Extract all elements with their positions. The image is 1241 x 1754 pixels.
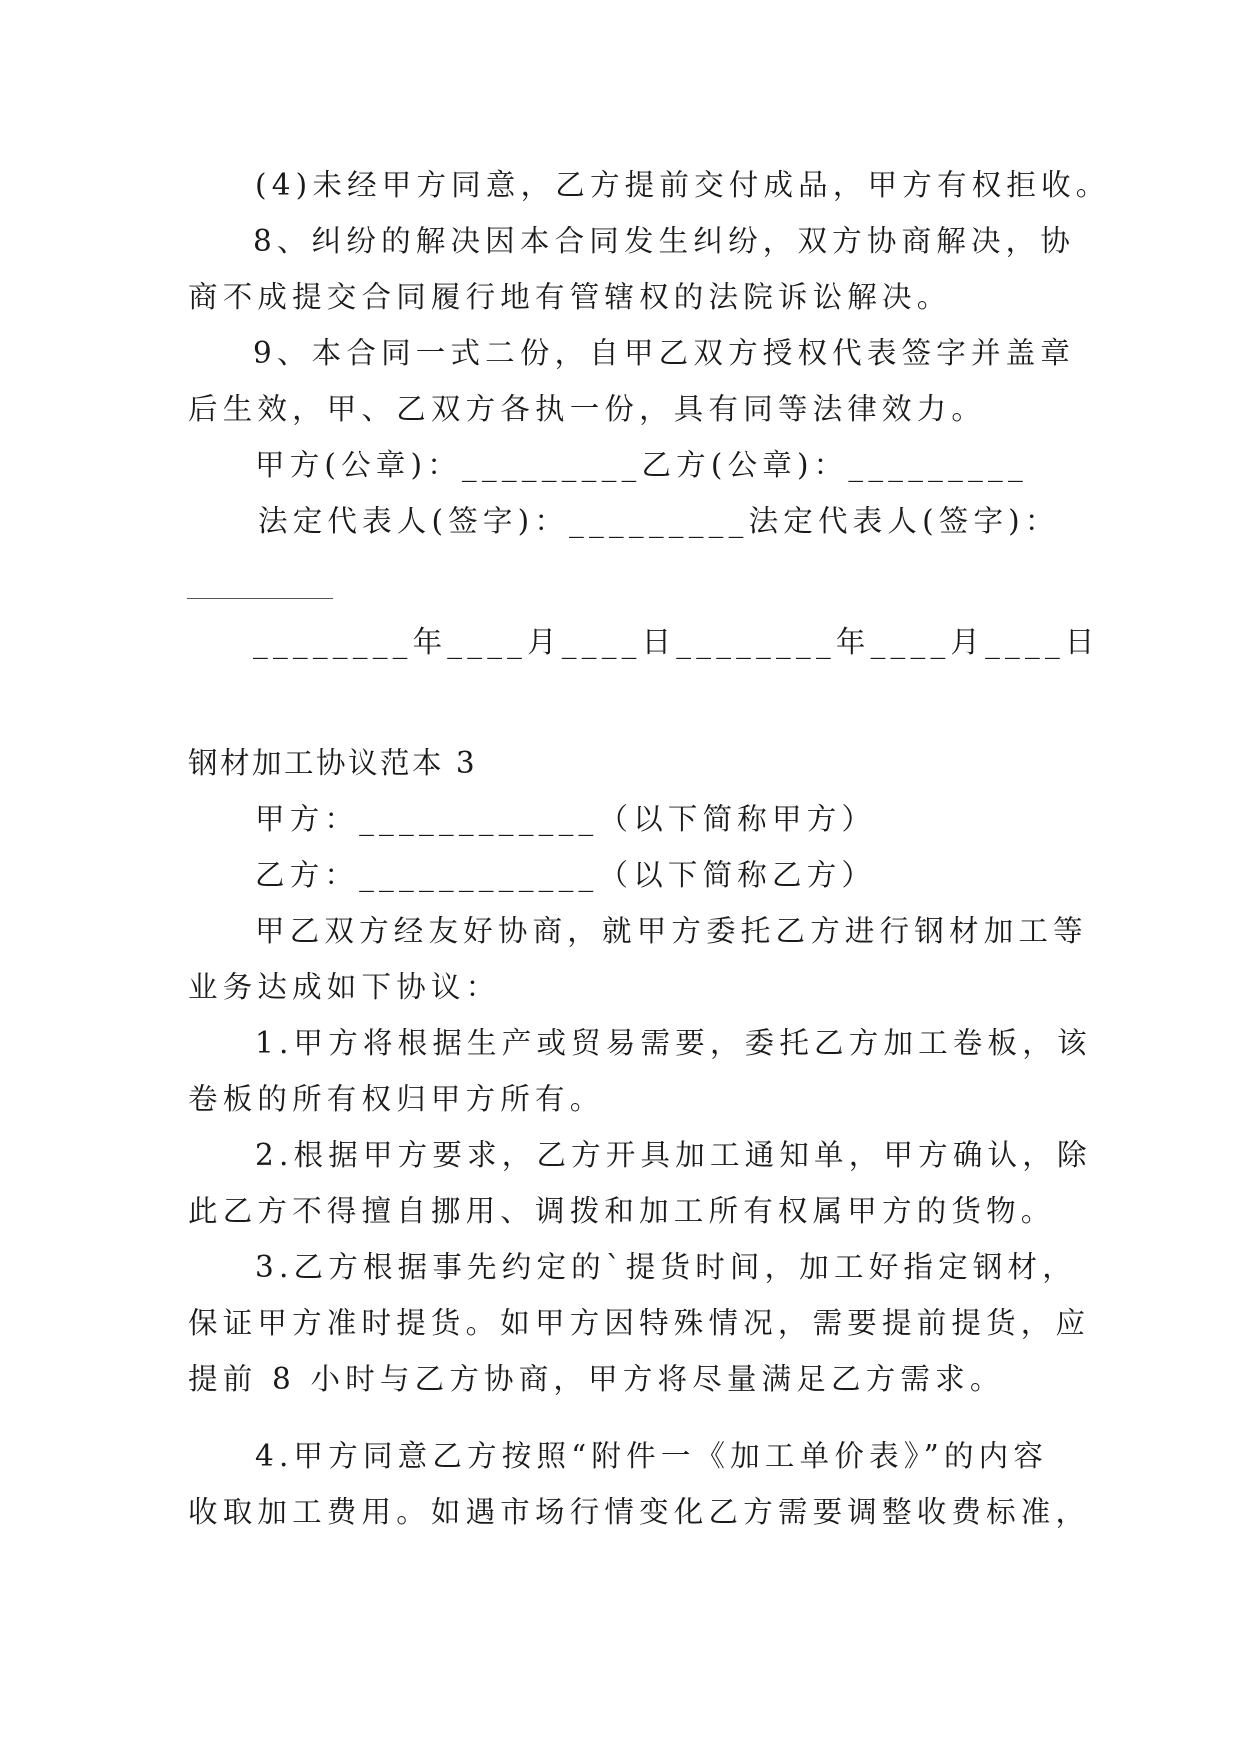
- intro-line-1: 甲乙双方经友好协商，就甲方委托乙方进行钢材加工等: [255, 914, 1088, 948]
- clause-9-line-2: 后生效，甲、乙双方各执一份，具有同等法律效力。: [188, 392, 987, 426]
- article-3-line-2: 保证甲方准时提货。如甲方因特殊情况，需要提前提货，应: [188, 1306, 1091, 1340]
- party-seal-line: 甲方(公章)：_________乙方(公章)：_________: [255, 448, 1028, 482]
- legal-representative-line: 法定代表人(签字)：_________法定代表人(签字)：: [258, 504, 1060, 538]
- article-4-line-2: 收取加工费用。如遇市场行情变化乙方需要调整收费标准，: [188, 1495, 1091, 1529]
- article-3-line-3: 提前 8 小时与乙方协商，甲方将尽量满足乙方需求。: [188, 1362, 1005, 1396]
- article-3-line-1: 3.乙方根据事先约定的`提货时间，加工好指定钢材，: [255, 1250, 1077, 1284]
- article-4-line-1: 4.甲方同意乙方按照“附件一《加工单价表》”的内容: [255, 1439, 1049, 1473]
- article-2-line-2: 此乙方不得擅自挪用、调拨和加工所有权属甲方的货物。: [188, 1194, 1056, 1228]
- party-a-line: 甲方：____________（以下简称甲方）: [255, 802, 877, 836]
- clause-8-line-1: 8、纠纷的解决因本合同发生纠纷，双方协商解决，协: [253, 224, 1076, 258]
- clause-9-line-1: 9、本合同一式二份，自甲乙双方授权代表签字并盖章: [253, 336, 1076, 370]
- date-line: ________年____月____日________年____月____日: [253, 625, 1100, 659]
- party-b-line: 乙方：____________（以下简称乙方）: [255, 858, 877, 892]
- signature-blank: [187, 598, 333, 599]
- clause-8-line-2: 商不成提交合同履行地有管辖权的法院诉讼解决。: [188, 280, 952, 314]
- section-title: 钢材加工协议范本 3: [188, 746, 478, 780]
- article-1-line-2: 卷板的所有权归甲方所有。: [188, 1082, 605, 1116]
- clause-7-4: (4)未经甲方同意，乙方提前交付成品，甲方有权拒收。: [255, 168, 1111, 202]
- intro-line-2: 业务达成如下协议：: [188, 970, 501, 1004]
- article-1-line-1: 1.甲方将根据生产或贸易需要，委托乙方加工卷板，该: [255, 1026, 1092, 1060]
- article-2-line-1: 2.根据甲方要求，乙方开具加工通知单，甲方确认，除: [255, 1138, 1092, 1172]
